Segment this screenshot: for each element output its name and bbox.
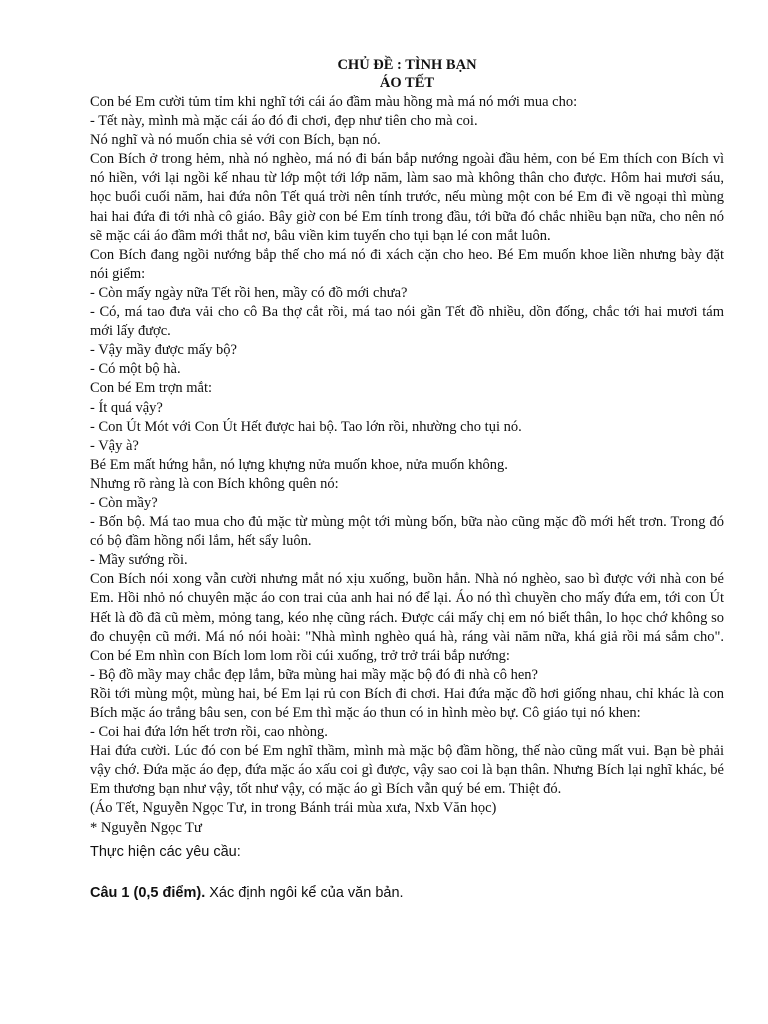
story-paragraph: - Mầy sướng rồi. [90, 552, 188, 569]
instructions-text: Thực hiện các yêu cầu: [90, 843, 241, 860]
story-title: ÁO TẾT [379, 75, 435, 91]
story-paragraph: Con Bích đang ngồi nướng bắp thế cho má nó đi xách cặn cho heo. Bé Em muốn khoe liền nhưng bày đặt nói giểm: [90, 246, 724, 282]
story-paragraph: - Có, má tao đưa vải cho cô Ba thợ cắt rồi, má tao nói gần Tết đồ nhiều, dồn đống, chắc tới hai mươi tám mới lấy được. [90, 304, 724, 340]
question-1-label: Câu 1 (0,5 điểm). [90, 884, 206, 901]
story-paragraph: Bé Em mất hứng hẳn, nó lựng khựng nửa muốn khoe, nửa muốn không. [90, 456, 508, 473]
story-paragraph: Con Bích ở trong hẻm, nhà nó nghèo, má nó đi bán bắp nướng ngoài đầu hẻm, con bé Em thích con Bích vì nó hiền, với lại ngồi kế nhau từ lớp một tới lớp năm, làm sao mà không thân cho được. Hôm hai mươi sáu, học buổi cuối năm, hai đứa nôn Tết quá trời nên tính trước, nếu mùng một con bé Em đi về ngoại thì mùng hai hai đứa đi tới nhà cô giáo. Bây giờ con bé Em tính trong đầu, tới bữa đó chắc nhiều bạn nữa, cho nên nó sẽ mặc cái áo đầm mới thắt nơ, bâu viền kim tuyến cho tụi bạn lé con mắt luôn. [90, 151, 724, 244]
topic-heading: CHỦ ĐỀ : TÌNH BẠN [337, 57, 477, 73]
story-paragraph: Nó nghĩ và nó muốn chia sẻ với con Bích, bạn nó. [90, 132, 381, 149]
story-paragraph: Con bé Em trợn mắt: [90, 380, 213, 397]
story-paragraph: Nhưng rõ ràng là con Bích không quên nó: [90, 475, 339, 492]
story-paragraph: Rồi tới mùng một, mùng hai, bé Em lại rủ con Bích đi chơi. Hai đứa mặc đồ hơi giống nhau, chỉ khác là con Bích mặc áo trắng bâu sen, con bé Em thì mặc áo thun có in hình mèo bự. Cô giáo tụi nó khen: [90, 685, 724, 721]
story-paragraph: - Có một bộ hà. [90, 361, 181, 378]
story-paragraph: - Ít quá vậy? [90, 399, 163, 416]
story-paragraph: - Vậy mầy được mấy bộ? [90, 342, 237, 359]
question-1 [90, 884, 724, 903]
story-paragraph: - Vậy à? [90, 437, 139, 454]
question-1-text: Xác định ngôi kể của văn bản. [205, 884, 404, 901]
story-paragraph: - Coi hai đứa lớn hết trơn rồi, cao nhòng. [90, 724, 328, 741]
story-paragraph: - Bốn bộ. Má tao mua cho đủ mặc từ mùng một tới mùng bốn, bữa nào cũng mặc đồ mới hết trơn. Trong đó có bộ đầm hồng nổi lắm, hết sẩy luôn. [90, 514, 724, 550]
story-paragraph: - Bộ đồ mầy may chắc đẹp lắm, bữa mùng hai mầy mặc bộ đó đi nhà cô hen? [90, 666, 538, 683]
story-paragraph: Hai đứa cười. Lúc đó con bé Em nghĩ thầm, mình mà mặc bộ đầm hồng, thế nào cũng mất vui. Bạn bè phải vậy chớ. Đứa mặc áo đẹp, đứa mặc áo xấu coi gì được, vậy sao coi là bạn thân. Nhưng Bích lại nghĩ khác, bé Em thương bạn như vậy, tốt như vậy, có mặc áo gì Bích vẫn quý bé em. Thiệt đó. [90, 743, 724, 798]
story-paragraph: - Con Út Mót với Con Út Hết được hai bộ. Tao lớn rồi, nhường cho tụi nó. [90, 418, 522, 435]
story-paragraph: - Còn mầy? [90, 494, 158, 511]
source-citation: (Áo Tết, Nguyễn Ngọc Tư, in trong Bánh trái mùa xưa, Nxb Văn học) [90, 800, 497, 817]
story-paragraph: Con Bích nói xong vẫn cười nhưng mắt nó xịu xuống, buồn hẳn. Nhà nó nghèo, sao bì được với nhà con bé Em. Hồi nhỏ nó chuyên mặc áo con trai của anh hai nó để lại. Áo nó thì chuyền cho mấy đứa em, tới con Út Hết là đồ đã cũ mèm, mỏng tang, kéo nhẹ cũng rách. Được cái mấy chị em nó biết thân, lo học chớ không so đo chuyện cũ mới. Má nó nói hoài: "Nhà mình nghèo quá hà, ráng vài năm nữa, khá giả rồi má sắm cho". Con bé Em nhìn con Bích lom lom rồi cúi xuống, trở trở trái bắp nướng: [90, 571, 724, 664]
author-note: * Nguyễn Ngọc Tư [90, 819, 202, 836]
story-paragraph: - Tết này, mình mà mặc cái áo đó đi chơi, đẹp như tiên cho mà coi. [90, 113, 478, 130]
story-text [90, 93, 724, 838]
document-page [90, 56, 724, 903]
story-paragraph: Con bé Em cười tủm tỉm khi nghĩ tới cái áo đầm màu hồng mà má nó mới mua cho: [90, 94, 578, 110]
story-paragraph: - Còn mấy ngày nữa Tết rồi hen, mầy có đồ mới chưa? [90, 284, 408, 301]
